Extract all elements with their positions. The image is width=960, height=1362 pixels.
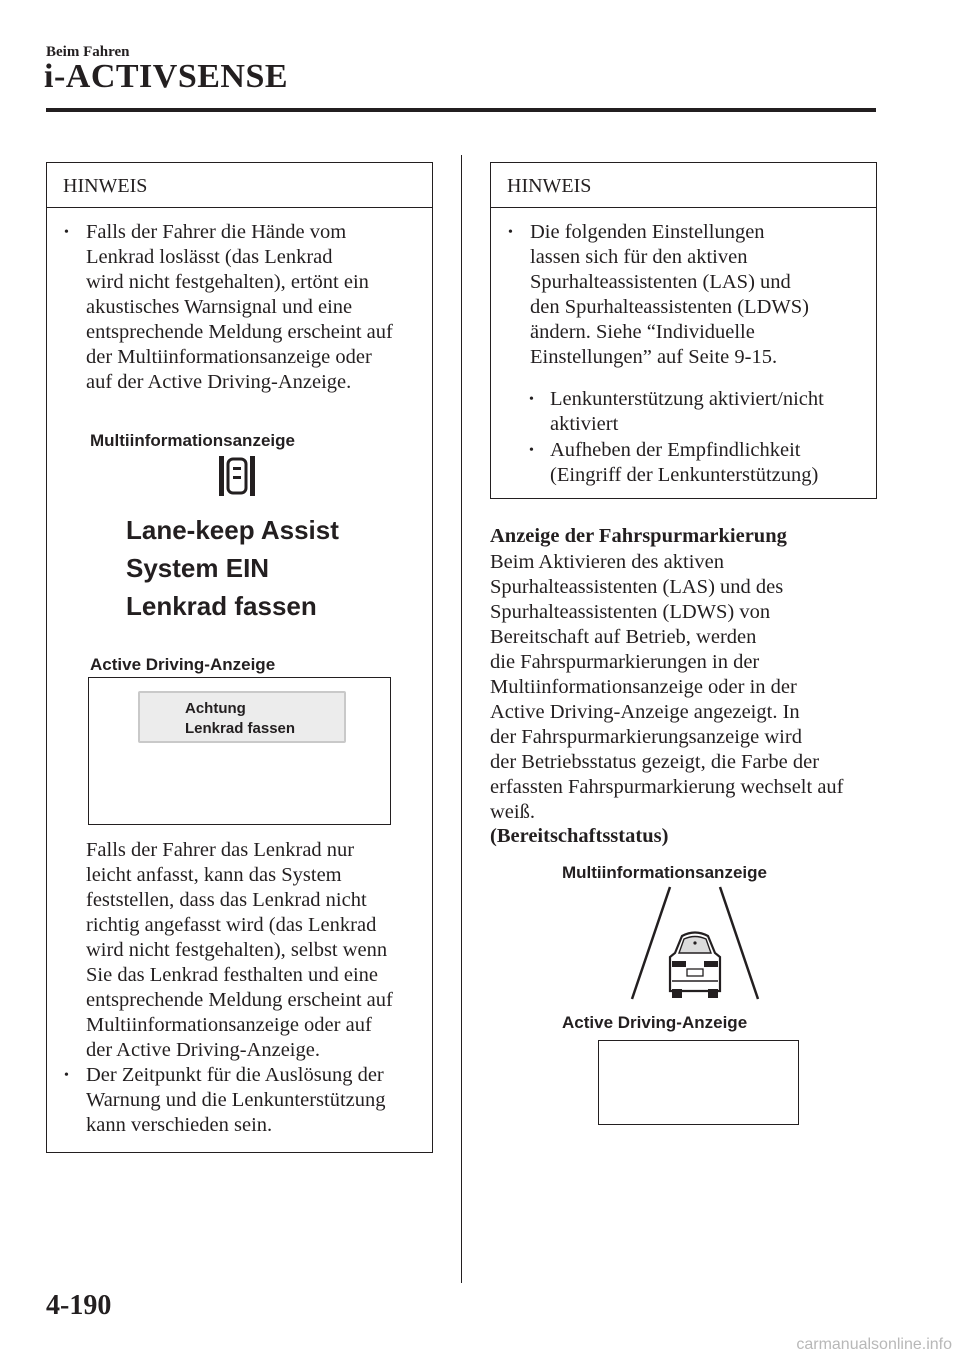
right-note-header (491, 163, 876, 208)
text-line: der Betriebsstatus gezeigt, die Farbe der (490, 751, 820, 773)
text-line: wird nicht festgehalten), selbst wenn (86, 939, 388, 961)
column-divider (461, 155, 462, 1283)
figure-label-ad-right: Active Driving-Anzeige (562, 1013, 748, 1032)
text-line: Spurhalteassistenten (LAS) und des (490, 576, 784, 598)
text-line: Multiinformationsanzeige oder auf (86, 1014, 372, 1036)
text-line: kann verschieden sein. (86, 1114, 273, 1136)
text-line: Aufheben der Empfindlichkeit (550, 439, 801, 461)
text-line: Active Driving-Anzeige angezeigt. In (490, 701, 800, 723)
text-line: den Spurhalteassistenten (LDWS) (530, 296, 809, 318)
text-line: akustisches Warnsignal und eine (86, 296, 353, 318)
text-line: Spurhalteassistenten (LAS) und (530, 271, 791, 293)
text-line: Sie das Lenkrad festhalten und eine (86, 964, 379, 986)
right-note-box (490, 162, 877, 499)
banner-line-1: Achtung (185, 700, 246, 717)
text-line: Beim Aktivieren des aktiven (490, 551, 724, 573)
text-line: der Fahrspurmarkierungsanzeige wird (490, 726, 802, 748)
text-line: Warnung und die Lenkunterstützung (86, 1089, 386, 1111)
bullet-dot: • (64, 1068, 69, 1083)
lane-display-figure (620, 883, 780, 1003)
text-line: erfassten Fahrspurmarkierung wechselt auf (490, 776, 844, 798)
text-line: feststellen, dass das Lenkrad nicht (86, 889, 367, 911)
text-line: die Fahrspurmarkierungen in der (490, 651, 760, 673)
active-driving-display-right (598, 1040, 799, 1125)
text-line: ändern. Siehe “Individuelle (530, 321, 755, 343)
text-line: Lenkrad loslässt (das Lenkrad (86, 246, 333, 268)
page-number: 4-190 (46, 1290, 112, 1321)
text-line: auf der Active Driving-Anzeige. (86, 371, 352, 393)
left-note-heading: HINWEIS (63, 175, 148, 197)
banner-line-2: Lenkrad fassen (185, 720, 296, 737)
status-heading: (Bereitschaftsstatus) (490, 825, 669, 847)
text-line: Spurhalteassistenten (LDWS) von (490, 601, 771, 623)
watermark: carmanualsonline.info (796, 1336, 952, 1353)
right-note-heading: HINWEIS (507, 175, 592, 197)
text-line: Einstellungen” auf Seite 9-15. (530, 346, 778, 368)
mid-message-line-1: Lane-keep Assist (126, 515, 339, 545)
left-note-header (47, 163, 432, 208)
left-note-paragraph (86, 838, 393, 1063)
section-body (490, 550, 844, 825)
figure-label-mid-right: Multiinformationsanzeige (562, 863, 767, 882)
text-line: der Active Driving-Anzeige. (86, 1039, 320, 1061)
text-line: richtig angefasst wird (das Lenkrad (86, 914, 377, 936)
text-line: lassen sich für den aktiven (530, 246, 748, 268)
text-line: Bereitschaft auf Betrieb, werden (490, 626, 757, 648)
active-driving-display (88, 677, 391, 825)
text-line: Lenkunterstützung aktiviert/nicht (550, 388, 824, 410)
left-note-box (46, 162, 433, 1153)
warning-banner (138, 691, 346, 743)
steering-hands-icon (217, 453, 257, 499)
text-line: weiß. (490, 801, 535, 823)
bullet-dot: • (529, 443, 534, 458)
section-heading: Anzeige der Fahrspurmarkierung (490, 525, 787, 547)
text-line: Falls der Fahrer die Hände vom (86, 221, 347, 243)
text-line: leicht anfasst, kann das System (86, 864, 342, 886)
text-line: entsprechende Meldung erscheint auf (86, 321, 393, 343)
text-line: Der Zeitpunkt für die Auslösung der (86, 1064, 384, 1086)
text-line: wird nicht festgehalten), ertönt ein (86, 271, 369, 293)
text-line: entsprechende Meldung erscheint auf (86, 989, 393, 1011)
text-line: (Eingriff der Lenkunterstützung) (550, 464, 819, 486)
section-label: Beim Fahren (46, 44, 130, 60)
bullet-dot: • (64, 225, 69, 240)
mid-message-line-3: Lenkrad fassen (126, 591, 317, 621)
text-line: der Multiinformationsanzeige oder (86, 346, 372, 368)
text-line: Die folgenden Einstellungen (530, 221, 765, 243)
text-line: Falls der Fahrer das Lenkrad nur (86, 839, 355, 861)
text-line: aktiviert (550, 413, 619, 435)
header-rule (46, 108, 876, 112)
text-line: Multiinformationsanzeige oder in der (490, 676, 797, 698)
page-title: i-ACTIVSENSE (44, 58, 289, 95)
figure-label-ad: Active Driving-Anzeige (90, 655, 276, 674)
bullet-dot: • (508, 225, 513, 240)
bullet-dot: • (529, 392, 534, 407)
car-rear-icon (670, 933, 720, 999)
figure-label-mid: Multiinformationsanzeige (90, 431, 295, 450)
mid-message-line-2: System EIN (126, 553, 270, 583)
